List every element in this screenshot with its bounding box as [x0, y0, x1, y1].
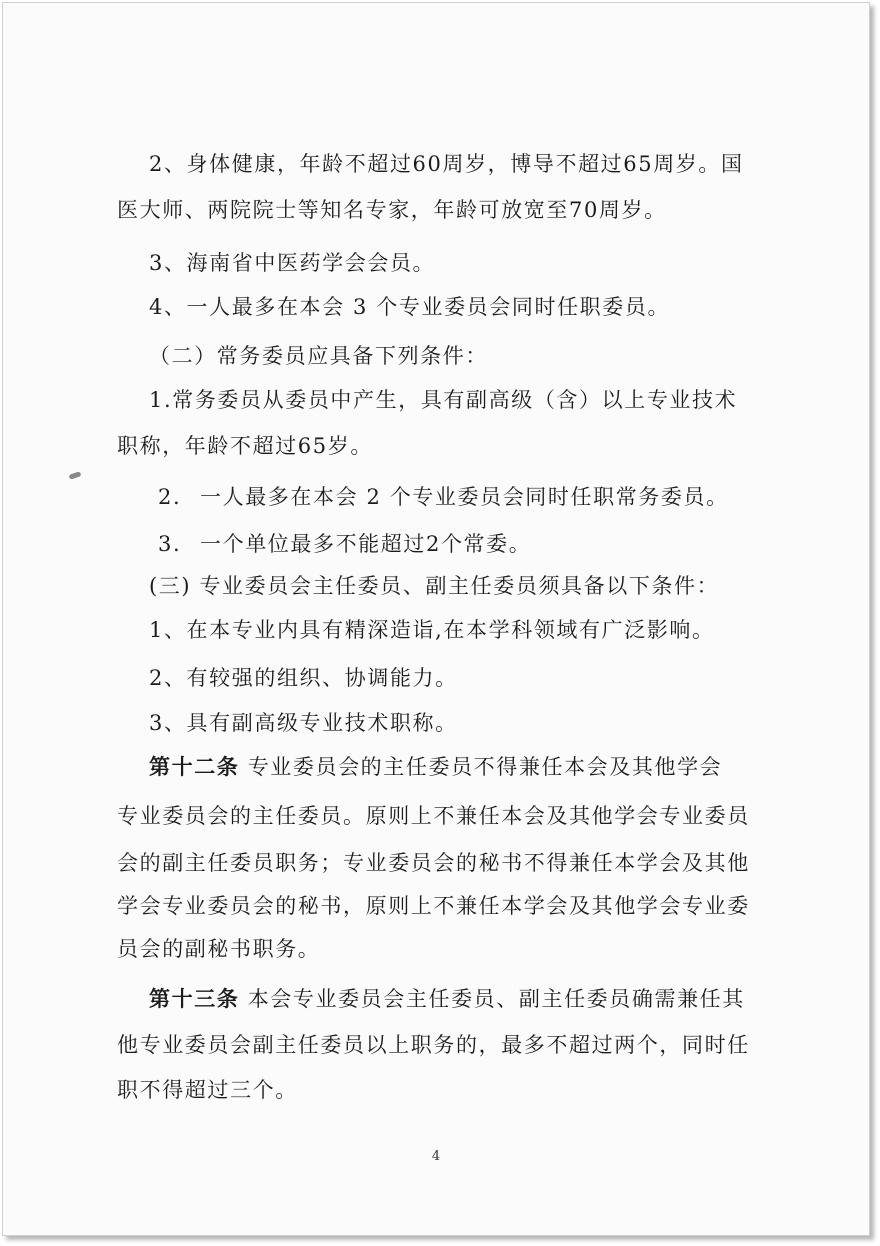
section-heading: (三) 专业委员会主任委员、副主任委员须具备以下条件：: [149, 574, 720, 598]
item-text: 一人最多在本会 2 个专业委员会同时任职常务委员。: [200, 485, 729, 509]
text-line: 职不得超过三个。: [117, 1078, 298, 1102]
item-number: 3.: [158, 532, 182, 556]
item-text: 一个单位最多不能超过2个常委。: [200, 532, 532, 556]
text-line: 他专业委员会副主任委员以上职务的，最多不超过两个，同时任: [117, 1033, 750, 1057]
text-line: 会的副主任委员职务；专业委员会的秘书不得兼任本学会及其他: [117, 851, 750, 875]
article-12-title: 第十二条: [149, 754, 240, 779]
text-line: 2、有较强的组织、协调能力。: [149, 666, 458, 690]
numbered-item: [158, 483, 729, 511]
numbered-item: [158, 530, 531, 558]
text-line: 专业委员会的主任委员。原则上不兼任本会及其他学会专业委员: [117, 804, 750, 828]
text-line: 1、在本专业内具有精深造诣,在本学科领域有广泛影响。: [149, 618, 715, 642]
text-line: 学会专业委员会的秘书，原则上不兼任本学会及其他学会专业委: [117, 894, 750, 918]
text-line: 职称，年龄不超过65岁。: [117, 434, 373, 458]
text-line: 3、海南省中医药学会会员。: [149, 251, 436, 275]
item-number: 2.: [158, 485, 182, 509]
article-12-text: 专业委员会的主任委员不得兼任本会及其他学会: [247, 755, 723, 779]
text-line: 2、身体健康，年龄不超过60周岁，博导不超过65周岁。国: [149, 152, 744, 176]
article-13-text: 本会专业委员会主任委员、副主任委员确需兼任其: [247, 987, 745, 1011]
scan-mark: [69, 471, 82, 479]
article-13-title: 第十三条: [149, 986, 240, 1011]
text-line: 员会的副秘书职务。: [117, 937, 321, 961]
text-line: 1.常务委员从委员中产生，具有副高级（含）以上专业技术: [149, 388, 738, 412]
section-heading: （二）常务委员应具备下列条件：: [149, 344, 488, 368]
document-page: [2, 2, 870, 1236]
text-line: 3、具有副高级专业技术职称。: [149, 711, 458, 735]
page-number: 4: [431, 1149, 441, 1164]
article-13-line: [149, 985, 745, 1013]
text-line: 4、一人最多在本会 3 个专业委员会同时任职委员。: [149, 295, 671, 319]
text-line: 医大师、两院院士等知名专家，年龄可放宽至70周岁。: [117, 198, 667, 222]
article-12-line: [149, 753, 722, 781]
